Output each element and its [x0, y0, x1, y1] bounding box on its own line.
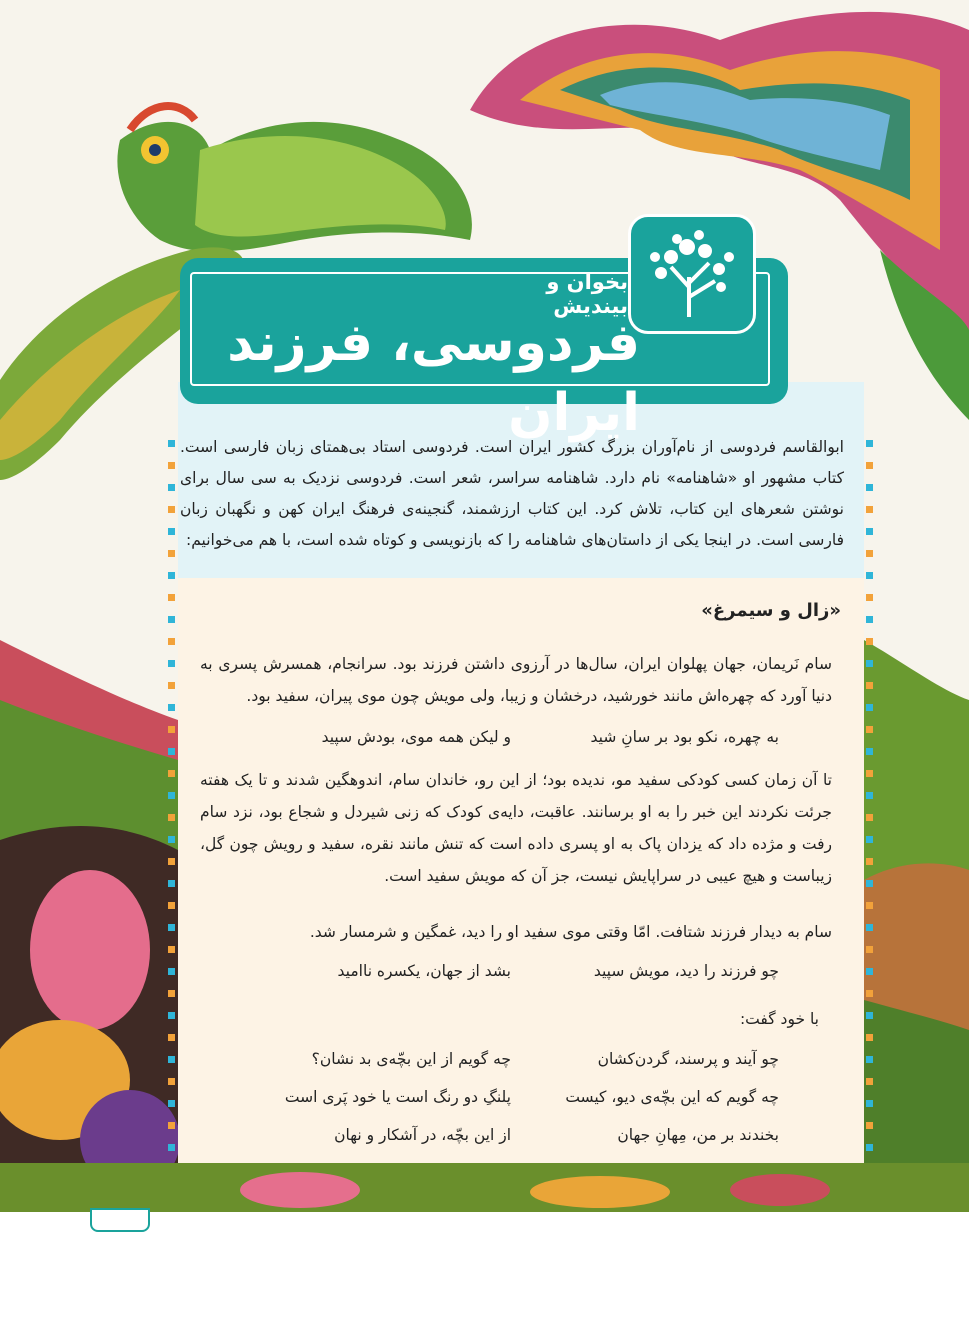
border-dot — [168, 836, 175, 843]
border-dot — [168, 990, 175, 997]
border-dot — [168, 1100, 175, 1107]
border-dot — [866, 924, 873, 931]
story-title: «زال و سیمرغ» — [701, 600, 841, 621]
border-dot — [866, 638, 873, 645]
border-dot — [168, 1034, 175, 1041]
border-dot — [168, 880, 175, 887]
border-dot — [168, 946, 175, 953]
border-dot — [168, 528, 175, 535]
verse-2-first-hemistich: چو فرزند را دید، مویش سپید — [593, 962, 779, 980]
border-dot — [168, 506, 175, 513]
border-dot — [866, 748, 873, 755]
border-dot — [168, 594, 175, 601]
border-dot — [168, 814, 175, 821]
border-dot — [168, 748, 175, 755]
border-dot — [866, 836, 873, 843]
border-dot — [168, 792, 175, 799]
border-dot — [866, 858, 873, 865]
page-title: فردوسی، فرزند ایران — [227, 313, 640, 443]
border-dot — [866, 506, 873, 513]
border-dot — [866, 462, 873, 469]
dotted-border-right — [866, 440, 874, 1170]
border-dot — [866, 616, 873, 623]
verse-3-second-hemistich: چه گویم از این بچّه‌ی بد نشان؟ — [311, 1050, 511, 1068]
border-dot — [866, 1034, 873, 1041]
border-dot — [866, 726, 873, 733]
border-dot — [168, 858, 175, 865]
border-dot — [168, 968, 175, 975]
border-dot — [866, 946, 873, 953]
border-dot — [866, 594, 873, 601]
border-dot — [168, 902, 175, 909]
border-dot — [866, 990, 873, 997]
border-dot — [168, 660, 175, 667]
border-dot — [866, 660, 873, 667]
border-dot — [866, 682, 873, 689]
verse-4-first-hemistich: چه گویم که این بچّه‌ی دیو، کیست — [565, 1088, 779, 1106]
story-paragraph-2: تا آن زمان کسی کودکی سفید مو، ندیده بود؛ از این رو، خاندان سام، اندوهگین شدند و تا یک هفته جرئت نکردند این خبر را به او برسانند. عاقبت، دایه‌ی کودک که زنی شیردل و شجاع بود، نزد سام رفت و مژده داد که یزدان پاک به او پسری داده است که تنش مانند نقره، سفید و رویش چون گل، زیباست و هیچ عیبی در سراپایش نیست، جز آن که مویش سفید است. — [200, 771, 832, 885]
verse-1-first-hemistich: به چهره، نکو بود بر سانِ شید — [590, 728, 779, 746]
border-dot — [866, 1078, 873, 1085]
border-dot — [168, 1078, 175, 1085]
verse-4-second-hemistich: پلنگِ دو رنگ است یا خود پَری است — [284, 1088, 511, 1106]
section-label: بخوان و بیندیش — [546, 270, 628, 318]
intro-paragraph: ابوالقاسم فردوسی از نام‌آوران بزرگ کشور ایران است. فردوسی استاد بی‌همتای زبان فارسی است. کتاب مشهور او «شاهنامه» نام دارد. شاهنامه سراسر، شعر است. فردوسی نزدیک به سی سال برای نوشتن شعرهای این کتاب، تلاش کرد. این کتاب ارزشمند، گنجینه‌ی فرهنگ ایران کهن و نگهبان زبان فارسی است. در اینجا یکی از داستان‌های شاهنامه را که بازنویسی و کوتاه شده است، با هم می‌خوانیم: — [180, 438, 844, 549]
border-dot — [168, 1122, 175, 1129]
border-dot — [168, 572, 175, 579]
border-dot — [866, 572, 873, 579]
border-dot — [168, 550, 175, 557]
border-dot — [866, 1122, 873, 1129]
border-dot — [866, 1012, 873, 1019]
border-dot — [168, 462, 175, 469]
border-dot — [168, 924, 175, 931]
dotted-border-left — [168, 440, 176, 1170]
border-dot — [866, 902, 873, 909]
border-dot — [168, 1144, 175, 1151]
border-dot — [866, 770, 873, 777]
border-dot — [866, 814, 873, 821]
border-dot — [866, 792, 873, 799]
border-dot — [866, 968, 873, 975]
said-line: با خود گفت: — [739, 1010, 819, 1028]
verse-2-second-hemistich: بشد از جهان، یکسره ناامید — [337, 962, 511, 980]
border-dot — [168, 1056, 175, 1063]
border-dot — [168, 770, 175, 777]
border-dot — [168, 616, 175, 623]
border-dot — [866, 1100, 873, 1107]
border-dot — [168, 1012, 175, 1019]
border-dot — [866, 880, 873, 887]
border-dot — [168, 704, 175, 711]
verse-1-second-hemistich: و لیکن همه موی، بودش سپید — [321, 728, 511, 746]
border-dot — [866, 528, 873, 535]
border-dot — [866, 484, 873, 491]
border-dot — [168, 682, 175, 689]
story-paragraph-3: سام به دیدار فرزند شتافت. امّا وقتی موی سفید او را دید، غمگین و شرمسار شد. — [309, 923, 832, 941]
page-number-tab — [90, 1208, 150, 1232]
border-dot — [866, 550, 873, 557]
border-dot — [866, 1144, 873, 1151]
border-dot — [168, 440, 175, 447]
story-paragraph-1: سام نَریمان، جهان پهلوان ایران، سال‌ها در آرزوی داشتن فرزند بود. سرانجام، همسرش پسری به دنیا آورد که چهره‌اش مانند خورشید، درخشان و زیبا، ولی مویش چون موی پیران، سفید بود. — [200, 655, 832, 705]
border-dot — [168, 638, 175, 645]
verse-5-second-hemistich: از این بچّه، در آشکار و نهان — [334, 1126, 511, 1144]
border-dot — [168, 484, 175, 491]
tree-icon — [628, 214, 756, 334]
verse-5-first-hemistich: بخندند بر من، مِهانِ جهان — [617, 1126, 779, 1144]
border-dot — [866, 1056, 873, 1063]
border-dot — [866, 440, 873, 447]
border-dot — [168, 726, 175, 733]
border-dot — [866, 704, 873, 711]
verse-3-first-hemistich: چو آیند و پرسند، گردن‌کشان — [597, 1050, 779, 1068]
